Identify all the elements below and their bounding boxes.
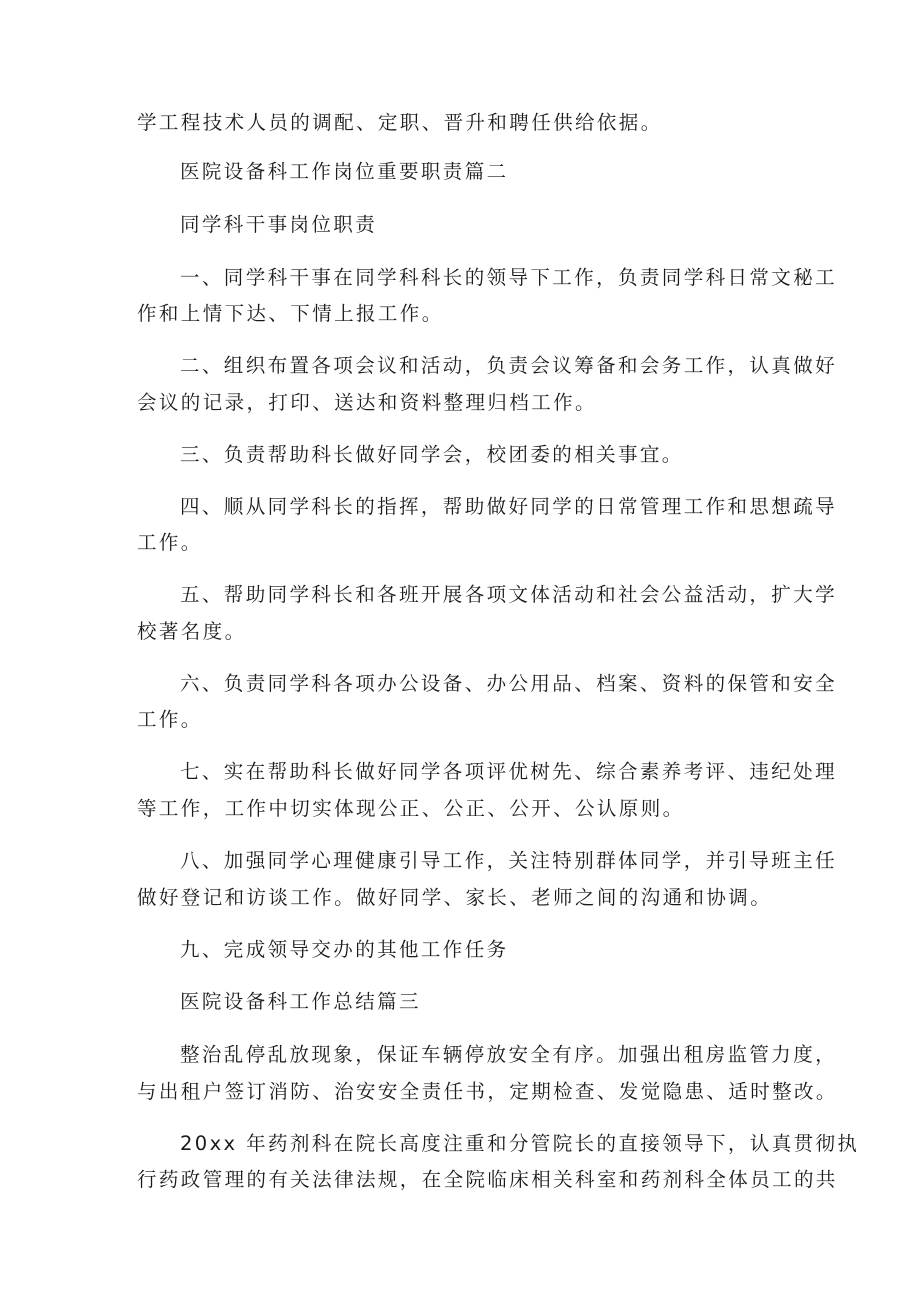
section-heading: 医院设备科工作总结篇三 — [180, 990, 421, 1013]
list-item-3: 三、负责帮助科长做好同学会，校团委的相关事宜。 — [180, 443, 684, 466]
list-item-7-line-1: 七、实在帮助科长做好同学各项评优树先、综合素养考评、违纪处理 — [180, 760, 838, 783]
list-item-8-line-2: 做好登记和访谈工作。做好同学、家长、老师之间的沟通和协调。 — [137, 886, 773, 909]
list-item-1-line-2: 作和上情下达、下情上报工作。 — [137, 302, 444, 325]
list-item-7-line-2: 等工作，工作中切实体现公正、公正、公开、公认原则。 — [137, 797, 685, 820]
body-text-line: 学工程技术人员的调配、定职、晋升和聘任供给依据。 — [137, 111, 663, 134]
section-heading: 医院设备科工作岗位重要职责篇二 — [180, 160, 509, 183]
list-item-8-line-1: 八、加强同学心理健康引导工作，关注特别群体同学，并引导班主任 — [180, 849, 838, 872]
list-item-6-line-1: 六、负责同学科各项办公设备、办公用品、档案、资料的保管和安全 — [180, 672, 838, 695]
paragraph-2-line-2: 行药政管理的有关法律法规，在全院临床相关科室和药剂科全体员工的共 — [137, 1168, 838, 1191]
list-item-4-line-1: 四、顺从同学科长的指挥，帮助做好同学的日常管理工作和思想疏导 — [180, 495, 838, 518]
list-item-2-line-1: 二、组织布置各项会议和活动，负责会议筹备和会务工作，认真做好 — [180, 354, 838, 377]
list-item-2-line-2: 会议的记录，打印、送达和资料整理归档工作。 — [137, 391, 597, 414]
list-item-4-line-2: 工作。 — [137, 531, 203, 554]
paragraph-1-line-1: 整治乱停乱放现象，保证车辆停放安全有序。加强出租房监管力度， — [180, 1043, 838, 1066]
subheading: 同学科干事岗位职责 — [180, 213, 378, 236]
paragraph-2-line-1: 20xx 年药剂科在院长高度注重和分管院长的直接领导下，认真贯彻执 — [180, 1132, 860, 1155]
list-item-1-line-1: 一、同学科干事在同学科科长的领导下工作，负责同学科日常文秘工 — [180, 266, 838, 289]
list-item-5-line-2: 校著名度。 — [137, 620, 247, 643]
list-item-9: 九、完成领导交办的其他工作任务 — [180, 938, 509, 961]
list-item-6-line-2: 工作。 — [137, 708, 203, 731]
paragraph-1-line-2: 与出租户签订消防、治安安全责任书，定期检查、发觉隐患、适时整改。 — [137, 1080, 838, 1103]
list-item-5-line-1: 五、帮助同学科长和各班开展各项文体活动和社会公益活动，扩大学 — [180, 583, 838, 606]
